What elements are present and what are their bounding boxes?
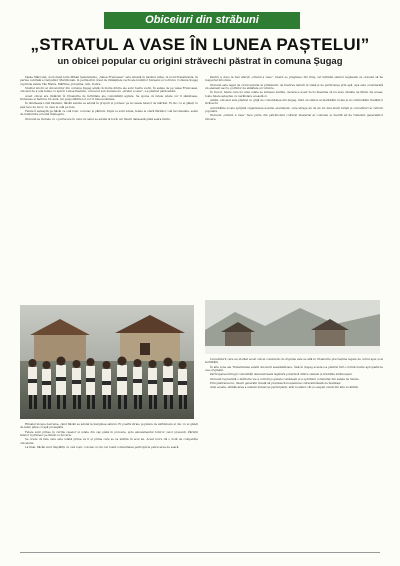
article-headline: „STRATUL A VASE ÎN LUNEA PAȘTELUI” — [30, 35, 370, 54]
paragraph: Se crede că fata care este udată prima va fi și prima care se va mărita în acel an. Acest lucru dă o notă de competiție obiceiului. — [20, 437, 198, 445]
paragraph: Autoritățile locale sprijină organizarea acestui eveniment, care atrage an de an tot mai mulți turiști și cercetători ai culturii populare. — [205, 105, 383, 114]
paragraph: Studiul istoric al obiceiurilor din comuna Șugag arată că multe dintre ele sunt foarte vechi. În satele de pe valea Frumoasei, obiceiul de a uda fetele cu apă în Lunea Paștelui, cunoscut sub numele de „stratul a vase”, s-a păstrat până astăzi. — [20, 86, 198, 94]
paragraph: Acest obicei are rădăcini în ritualurile de fertilitate ale comunității agrare. Se spune că fetele udate vor fi sănătoase, frumoase și harnice tot anul, iar gospodăriile lor vor fi binecuvântate. — [20, 93, 198, 102]
paragraph: Anul acesta, sărbătoarea a adunat numeroși participanți, atât localnici cât și oaspeți veniți din alte localități. — [210, 385, 359, 390]
paragraph: Obiceiul reprezintă o mărturie vie a culturii populare românești și a spiritului comunitar din satele de munte. — [210, 376, 360, 381]
article-column-bottom-left — [20, 423, 198, 548]
paragraph: Pentru a duce la bun sfârșit „stratul a vase”, tinerii se pregătesc din timp, iar bătrânii satului veghează ca obiceiul să fie respectat întocmai. — [205, 76, 383, 83]
paragraph: Participarea întregii comunități demonstrează legătura puternică dintre oameni și tradițiile strămoșești. — [210, 372, 353, 377]
paragraph: Astăzi, obiceiul este păstrat cu grijă de comunitatea din Șugag, fiind un simbol al identității locale și al continuității tradițiilor străvechi. — [205, 98, 383, 106]
snowy-village-photo — [205, 300, 380, 354]
article-column-bottom-right — [205, 358, 383, 548]
section-banner: Obiceiuri din străbuni — [104, 12, 300, 29]
paragraph: Obiceiul „stratul a vase” face parte din patrimoniul cultural imaterial al comunei și merită să fie transmis generațiilor viitoare. — [205, 113, 383, 121]
article-column-left — [20, 76, 198, 312]
paragraph: Obiceiul este legat de ciclul natural al primăverii, de trezirea naturii la viață și de purificarea prin apă. Apa este considerată un element sacru, purtător de sănătate și rodnicie. — [205, 82, 383, 91]
footer-divider — [20, 552, 380, 553]
paragraph: Obiceiul se încheie cu o petrecere în care tot satul se adună la horă, iar tinerii dansează până seara târziu. — [25, 116, 171, 121]
paragraph: Fetele îi așteaptă pe flăcăi cu ouă roșii, cozonac și pălincă. După ce sunt udate, fetele le oferă flăcăilor ouă încondeiate, semn de mulțumire și bună înțelegere. — [20, 109, 198, 117]
article-column-right — [205, 76, 383, 298]
paragraph: Fetele sunt prinse în curțile caselor și udate din cap până în picioare, spre amuzamentul tuturor celor prezenți. Părinții fetelor îi primesc pe flăcăi cu bucurie. — [20, 429, 198, 438]
paragraph: Ritualul începe devreme, când flăcăii se adună la marginea satului. Ei poartă straie populare de sărbătoare și duc cu ei găleți de lemn pline cu apă proaspătă. — [20, 423, 198, 430]
snowy-village-illustration — [205, 300, 380, 354]
paragraph: La final, flăcăii sunt răsplătiți cu ouă roșii, cozonac și vin, iar toată comunitatea participă la petrecerea de seară. — [25, 445, 180, 450]
village-gathering-photo — [20, 305, 194, 419]
article-subheadline: un obicei popular cu origini străvechi păstrat în comuna Șugag — [57, 56, 343, 67]
paragraph: În dimineața Lunii Paștelui, flăcăii satului se adună în grupuri și pornesc pe la casele fetelor de măritat. Ei duc cu ei găleți cu apă rece de izvor, cu care le udă pe fete. — [20, 101, 198, 109]
village-gathering-illustration — [20, 305, 194, 419]
paragraph: În trecut, fetele care nu erau udate se simțeau umilite, deoarece acest lucru însemna că nu erau căutate de flăcăi. De aceea, toate fetele așteptau cu nerăbdare această zi. — [205, 90, 383, 98]
paragraph: Vasile Mărculeț, doctorand Iuliu Mihail Şadensteinu, „Valea Frumoasei” este situată în bazinul Albei, în nord-Transilvania. În partea centrală a Carpaților Meridionali, în perimetrul creat de rămășițele vechi ale munților Șureanu și Lotrului. Comuna Șugag cuprinde satele Tău Bistra, Mărtinie, Jidoștina, Arți, Dobra. — [20, 76, 198, 86]
paragraph: În alte zone ale Transilvaniei există obiceiuri asemănătoare, însă în Șugag acesta s-a păstrat într-o formă foarte apropiată de cea originală. — [205, 364, 383, 373]
paragraph: Prin păstrarea lui, tinerii generații învață să prețuiască moștenirea culturală lăsată de înaintași. — [210, 381, 342, 386]
paragraph: Cercetătorii care au studiat acest obicei consideră că originile sale se află în ritualurile precreștine legate de cultul apei și al fertilității. — [205, 358, 383, 365]
